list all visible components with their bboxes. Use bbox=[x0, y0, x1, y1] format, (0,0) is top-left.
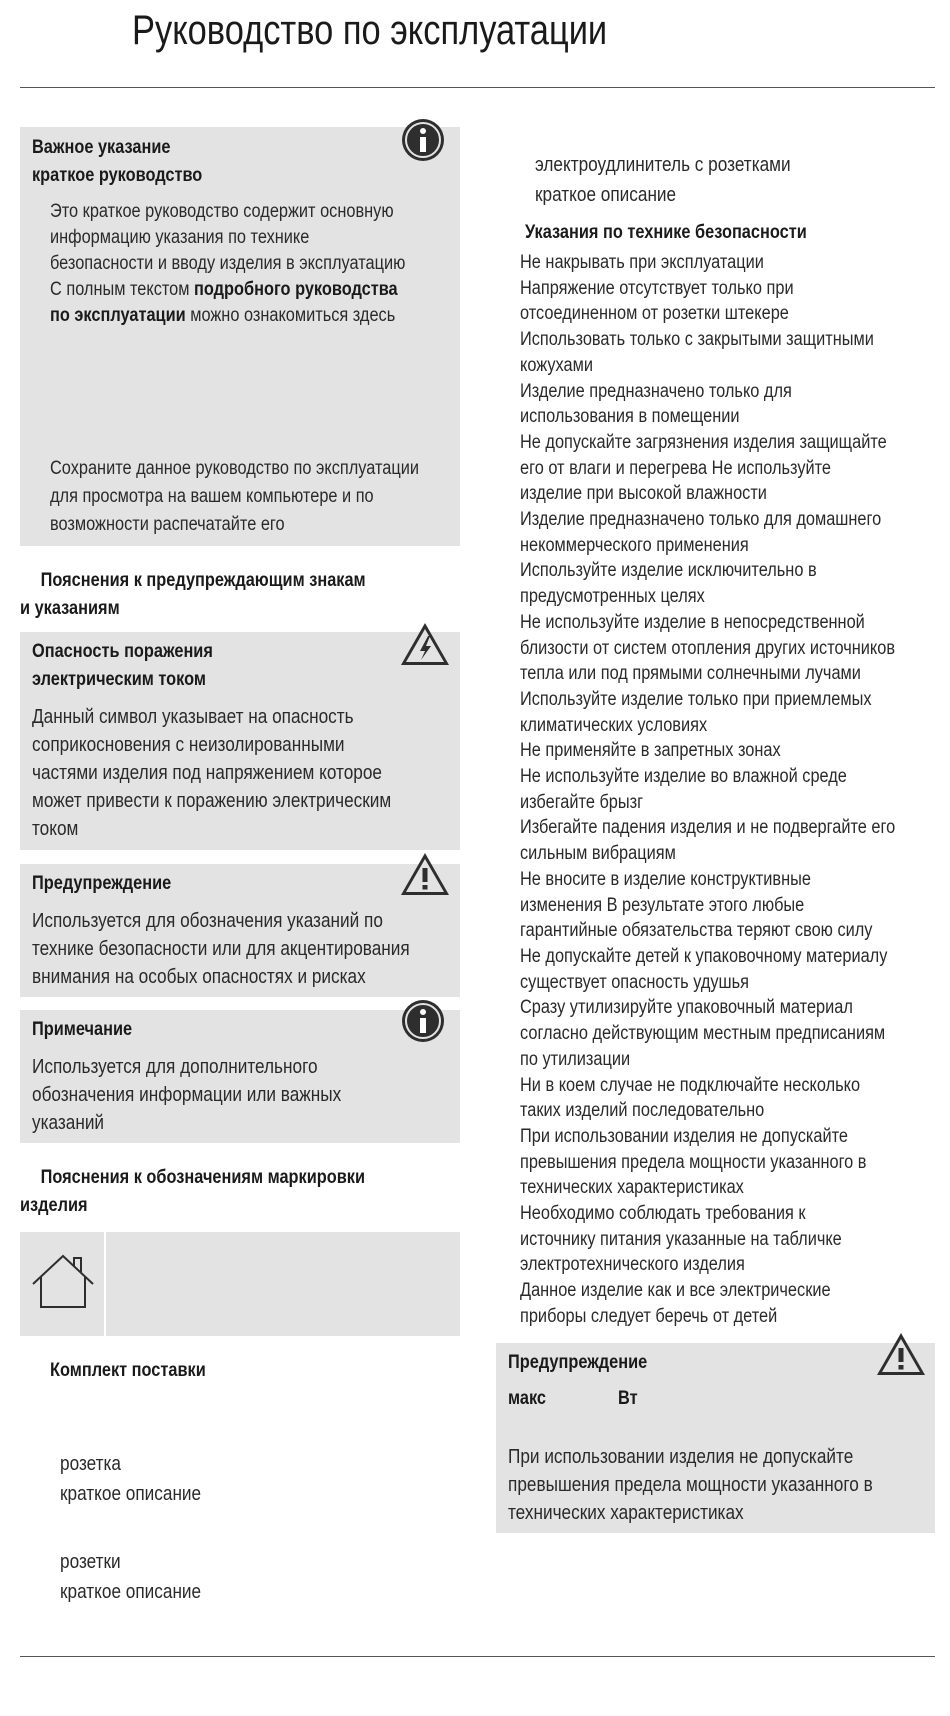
delivery-heading: Комплект поставки bbox=[50, 1360, 206, 1381]
house-icon bbox=[30, 1252, 96, 1310]
safety-instructions-list: Не накрывать при эксплуатации Напряжение отсутствует только при отсоединенном от розетки штекере Использовать только с закрытыми защитными кожухами Изделие предназначено только для использования в помещении Не допускайте загрязнения изделия защищайте его от влаги и перегрева Не используйте изделие при высокой влажности Изделие предназначено только для домашнего некоммерческого применения Используйте изделие исключительно в предусмотренных целях Не используйте изделие в непосредственной близости от систем отопления других источников тепла или под прямыми солнечными лучами Используйте изделие только при приемлемых климатических условиях Не применяйте в запретных зонах Не используйте изделие во влажной среде избегайте брызг Избегайте падения изделия и не подвергайте его сильным вибрациям Не вносите в изделие конструктивные изменения В результате этого любые гарантийные обязательства теряют свою силу Не допускайте детей к упаковочному материалу существует опасность удушья Сразу утилизируйте упаковочный материал согласно действующим местным предписаниям по утилизации Ни в коем случае не подключайте несколько таких изделий последовательно При использовании изделия не допускайте превышения предела мощности указанного в технических характеристиках Необходимо соблюдать требования к источнику питания указанные на табличке электротехнического изделия Данное изделие как и все электрические приборы следует беречь от детей bbox=[520, 252, 896, 1327]
info-icon bbox=[400, 117, 446, 163]
marking-heading: Пояснения к обозначениям маркировки изделия bbox=[20, 1167, 365, 1216]
delivery-group-1: розетка краткое описание bbox=[60, 1453, 202, 1505]
electric-hazard-body: Данный символ указывает на опасность соприкосновения с неизолированными частями изделия под напряжением которое может привести к поражению электрическим током bbox=[32, 706, 392, 840]
full-manual-link[interactable]: подробного руководства bbox=[194, 279, 398, 300]
electric-hazard-heading: Опасность поражения электрическим током bbox=[32, 641, 213, 690]
warning-triangle-icon bbox=[874, 1330, 928, 1378]
product-list: электроудлинитель с розетками краткое описание bbox=[535, 154, 791, 206]
power-warning-body: При использовании изделия не допускайте превышения предела мощности указанного в технических характеристиках bbox=[508, 1446, 873, 1524]
warning-heading: Предупреждение bbox=[32, 873, 172, 894]
marking-box-divider bbox=[104, 1232, 106, 1336]
page-title: Руководство по эксплуатации bbox=[132, 6, 608, 53]
important-notice-intro: Это краткое руководство содержит основную информацию указания по технике безопасности и вводу изделия в эксплуатацию С полным текстом подробного руководства по эксплуатации можно ознакомиться здесь bbox=[50, 201, 406, 326]
info-icon bbox=[400, 998, 446, 1044]
warning-signs-heading: Пояснения к предупреждающим знакам и указаниям bbox=[20, 570, 366, 619]
top-divider bbox=[20, 87, 935, 88]
safety-heading: Указания по технике безопасности bbox=[525, 222, 807, 243]
electric-hazard-icon bbox=[398, 620, 452, 668]
important-notice-heading: Важное указание краткое руководство bbox=[32, 137, 203, 186]
note-body: Используется для дополнительного обозначения информации или важных указаний bbox=[32, 1056, 342, 1134]
full-manual-link-cont[interactable]: по эксплуатации bbox=[50, 305, 186, 326]
power-warning-heading: Предупреждение bbox=[508, 1352, 648, 1373]
warning-triangle-icon bbox=[398, 850, 452, 898]
note-heading: Примечание bbox=[32, 1019, 133, 1040]
important-notice-save: Сохраните данное руководство по эксплуатации для просмотра на вашем компьютере и по возможности распечатайте его bbox=[50, 458, 419, 535]
warning-body: Используется для обозначения указаний по технике безопасности или для акцентирования внимания на особых опасностях и рисках bbox=[32, 910, 410, 988]
bottom-divider bbox=[20, 1656, 935, 1657]
power-unit-label: Вт bbox=[618, 1388, 638, 1409]
power-max-label: макс bbox=[508, 1388, 547, 1409]
delivery-group-2: розетки краткое описание bbox=[60, 1551, 202, 1603]
